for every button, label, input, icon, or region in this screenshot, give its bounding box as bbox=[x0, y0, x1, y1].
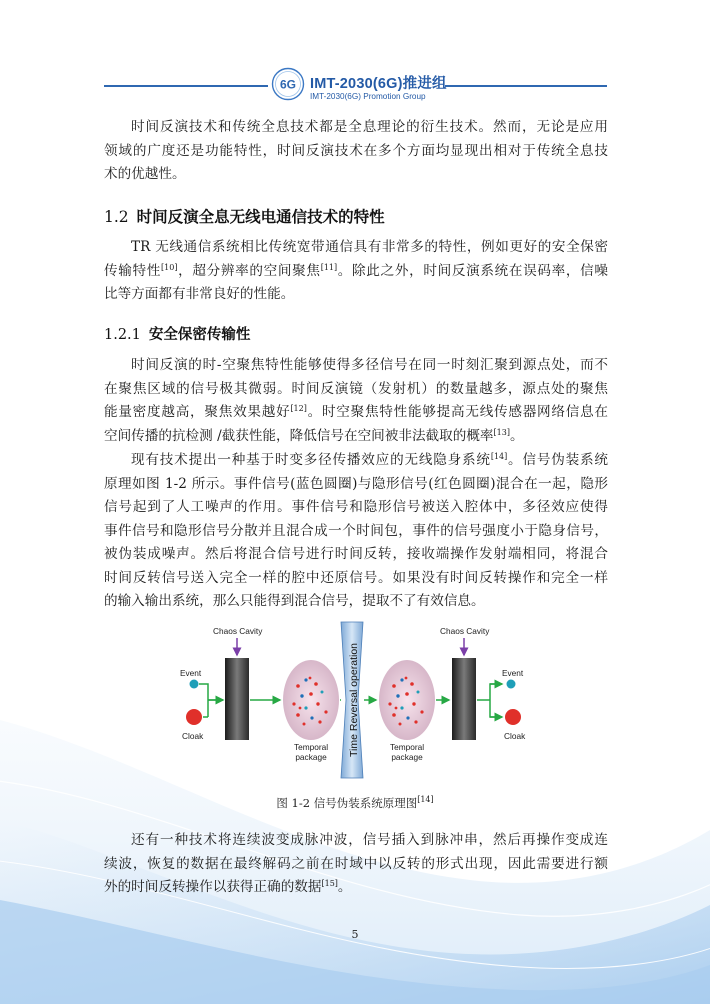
text-line bbox=[104, 449, 608, 473]
section-title: 时间反演全息无线电通信技术的特性 bbox=[136, 208, 385, 226]
text-line bbox=[104, 260, 608, 284]
text-line: 还有一种技术将连续波变成脉冲波，信号插入到脉冲串，然后再操作变成连 bbox=[131, 832, 608, 848]
text-line: 的输入输出系统，那么只能得到混合信号，提取不了有效信息。 bbox=[104, 593, 485, 609]
signal-camouflage-figure bbox=[170, 618, 540, 783]
paragraph-4 bbox=[104, 449, 608, 614]
text-line: 时间反转信号送入完全一样的腔中还原信号。如果没有时间反转操作和完全一样 bbox=[104, 569, 608, 586]
cloak-signal-left bbox=[186, 709, 202, 725]
text-line: 在聚焦区域的信号极其微弱。时间反演镜（发射机）的数量越多，源点处的聚焦 bbox=[104, 380, 608, 397]
cloak-signal-right bbox=[505, 709, 521, 725]
chaos-cavity-right bbox=[452, 658, 476, 740]
chaos-cavity-left bbox=[225, 658, 249, 740]
text-run: 。信号伪装系统 bbox=[507, 452, 608, 468]
event-signal-right bbox=[507, 680, 516, 689]
text-run: 。 bbox=[337, 879, 352, 895]
label-event-left: Event bbox=[180, 668, 202, 678]
section-number: 1.2 bbox=[104, 208, 129, 226]
text-line: 事件信号和隐形信号分散并且混合成一个时间包，事件的信号强度小于隐身信号， bbox=[104, 522, 608, 539]
text-run: 现有技术提出一种基于时变多径传播效应的无线隐身系统 bbox=[131, 452, 491, 468]
output-connector-right bbox=[477, 684, 501, 717]
text-line: 续波，恢复的数据在最终解码之前在时域中以反转的形式出现，因此需要进行额 bbox=[104, 855, 608, 872]
time-reversal-label: Time Reversal operation bbox=[348, 643, 360, 757]
text-run: ，超分辨率的空间聚焦 bbox=[177, 262, 321, 279]
paragraph-2 bbox=[104, 236, 608, 307]
text-run: 。除此之外，时间反演系统在误码率，信噪 bbox=[337, 262, 608, 279]
label-temporal-package-left bbox=[281, 742, 341, 762]
paragraph-5 bbox=[104, 829, 608, 900]
label-line: Temporal bbox=[293, 742, 329, 752]
text-run: 。 bbox=[509, 427, 524, 444]
citation-ref: [10] bbox=[161, 262, 178, 272]
text-run: 传输特性 bbox=[104, 262, 162, 279]
citation-ref: [14] bbox=[490, 452, 508, 461]
text-run: 空间传播的抗检测 /截获性能，降低信号在空间被非法截取的概率 bbox=[104, 427, 494, 444]
temporal-package-right bbox=[379, 660, 435, 740]
text-line: TR 无线通信系统相比传统宽带通信具有非常多的特性，例如更好的安全保密 bbox=[131, 239, 608, 255]
event-signal-left bbox=[190, 680, 199, 689]
caption-text: 图 1-2 信号伪装系统原理图 bbox=[276, 796, 418, 810]
paragraph-1 bbox=[104, 116, 608, 187]
label-chaos-cavity-left: Chaos Cavity bbox=[213, 626, 263, 636]
text-run: 能量密度越高，聚焦效果越好 bbox=[104, 404, 291, 420]
figure-caption bbox=[0, 795, 710, 811]
label-temporal-package-right bbox=[377, 742, 437, 762]
subsection-number: 1.2.1 bbox=[104, 327, 141, 343]
text-line bbox=[104, 876, 608, 900]
text-run: 外的时间反转操作以获得正确的数据 bbox=[104, 879, 322, 895]
text-line: 比等方面都有非常良好的性能。 bbox=[104, 286, 295, 302]
label-cloak-right: Cloak bbox=[504, 731, 526, 741]
text-line: 原理如图 1-2 所示。事件信号(蓝色圆圈)与隐形信号(红色圆圈)混合在一起，隐形 bbox=[104, 475, 608, 492]
header-subtitle: IMT-2030(6G) Promotion Group bbox=[310, 92, 426, 101]
imt2030-logo-icon bbox=[271, 67, 305, 101]
label-cloak-left: Cloak bbox=[182, 731, 204, 741]
text-run: 。时空聚焦特性能够提高无线传感器网络信息在 bbox=[306, 404, 608, 420]
label-event-right: Event bbox=[502, 668, 524, 678]
text-line: 领域的广度还是功能特性，时间反演技术在多个方面均显现出相对于传统全息技 bbox=[104, 142, 608, 159]
section-heading bbox=[104, 205, 385, 227]
text-line: 信号起到了人工噪声的作用。事件信号和隐形信号被送入腔体中，多径效应使得 bbox=[104, 499, 608, 515]
text-line bbox=[104, 401, 608, 425]
citation-ref: [15] bbox=[321, 879, 338, 888]
subsection-title: 安全保密传输性 bbox=[148, 327, 251, 343]
label-line: Temporal bbox=[389, 742, 425, 752]
text-line: 被伪装成噪声。然后将混合信号进行时间反转，接收端操作发射端相同，将混合 bbox=[104, 546, 608, 562]
header-rule-left bbox=[104, 85, 268, 87]
text-line: 术的优越性。 bbox=[104, 166, 186, 182]
text-line: 时间反演技术和传统全息技术都是全息理论的衍生技术。然而，无论是应用 bbox=[131, 119, 608, 135]
text-line: 时间反演的时-空聚焦特性能够使得多径信号在同一时刻汇聚到源点处，而不 bbox=[131, 357, 608, 373]
subsection-heading bbox=[104, 323, 250, 344]
citation-ref: [13] bbox=[493, 427, 510, 437]
label-line: package bbox=[295, 752, 327, 762]
figure-diagram bbox=[170, 618, 540, 783]
label-chaos-cavity-right: Chaos Cavity bbox=[440, 626, 490, 636]
label-line: package bbox=[391, 752, 423, 762]
header-title: IMT-2030(6G)推进组 bbox=[310, 76, 447, 92]
page-number: 5 bbox=[351, 928, 359, 941]
header-rule-right bbox=[445, 85, 607, 87]
citation-ref: [12] bbox=[290, 404, 307, 413]
paragraph-3 bbox=[104, 354, 608, 448]
citation-ref: [11] bbox=[320, 262, 338, 272]
text-line bbox=[104, 425, 608, 449]
logo-text: 6G bbox=[279, 77, 297, 92]
temporal-package-left bbox=[283, 660, 339, 740]
citation-ref: [14] bbox=[417, 795, 434, 804]
